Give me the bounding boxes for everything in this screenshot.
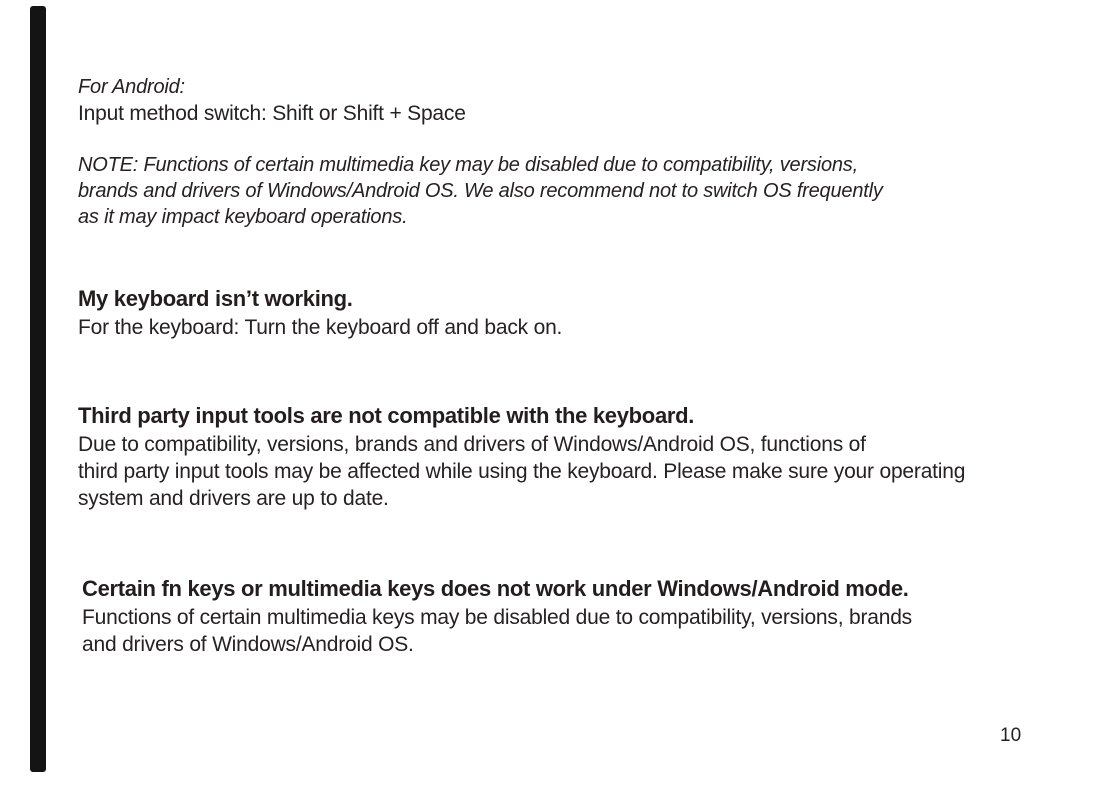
faq-body-line: For the keyboard: Turn the keyboard off and back on. — [78, 316, 563, 339]
for-android-label: For Android: — [78, 76, 185, 98]
faq-heading-third-party-input-tools: Third party input tools are not compatible with the keyboard. — [78, 403, 695, 428]
note-line: brands and drivers of Windows/Android OS. We also recommend not to switch OS frequently — [78, 180, 883, 202]
faq-section-fn-multimedia-keys — [82, 575, 912, 658]
page-number: 10 — [1000, 725, 1022, 746]
input-method-switch-line: Input method switch: Shift or Shift + Space — [78, 102, 466, 125]
note-paragraph — [78, 152, 883, 230]
faq-section-third-party-input-tools — [78, 402, 965, 512]
faq-section-keyboard-not-working — [78, 285, 562, 341]
faq-body-line: third party input tools may be affected while using the keyboard. Please make sure your operating — [78, 460, 966, 483]
android-input-switch-block — [78, 74, 466, 127]
faq-body-line: Functions of certain multimedia keys may be disabled due to compatibility, versions, brands — [82, 606, 912, 629]
faq-body-line: system and drivers are up to date. — [78, 487, 389, 510]
page-edge-bar — [30, 6, 46, 772]
note-line: as it may impact keyboard operations. — [78, 206, 408, 228]
faq-body-line: and drivers of Windows/Android OS. — [82, 633, 414, 656]
note-line: NOTE: Functions of certain multimedia key may be disabled due to compatibility, versions, — [78, 154, 858, 176]
faq-heading-keyboard-not-working: My keyboard isn’t working. — [78, 286, 353, 311]
faq-heading-fn-multimedia-keys: Certain fn keys or multimedia keys does not work under Windows/Android mode. — [82, 576, 909, 601]
faq-body-line: Due to compatibility, versions, brands and drivers of Windows/Android OS, functions of — [78, 433, 866, 456]
